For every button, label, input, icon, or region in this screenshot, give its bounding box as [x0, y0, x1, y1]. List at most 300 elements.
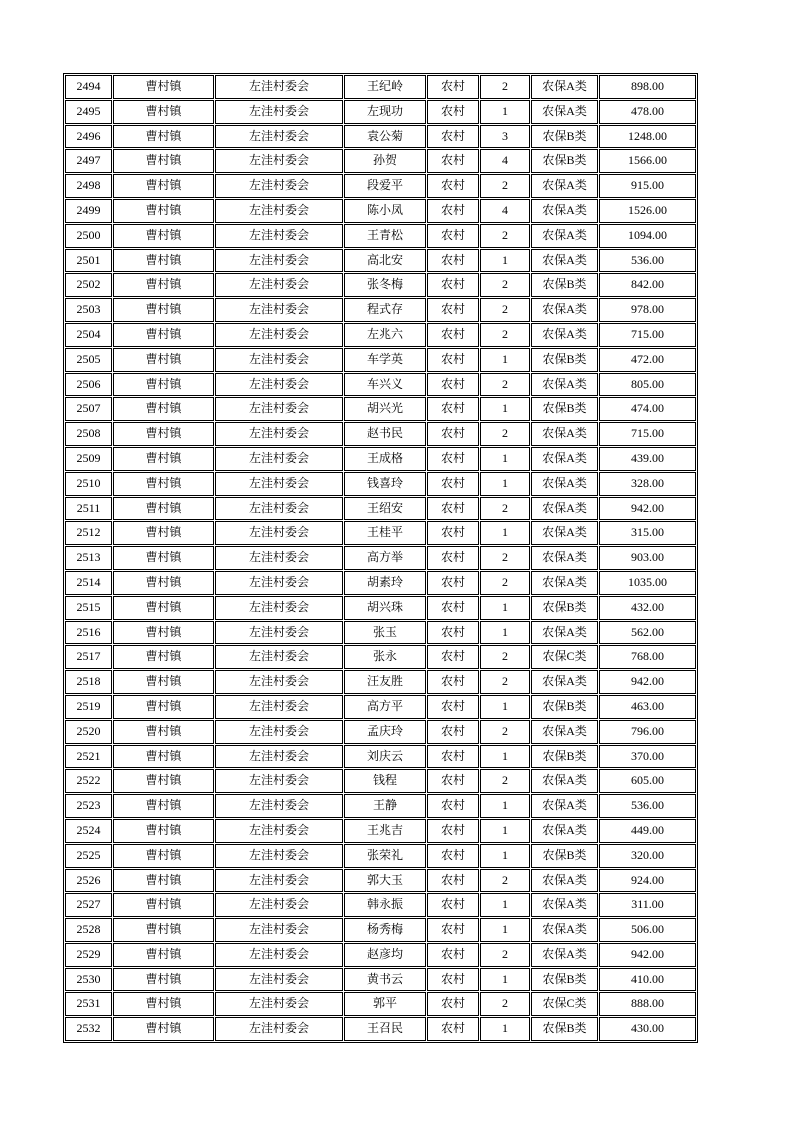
town-cell: 曹村镇	[113, 794, 214, 818]
person-count-cell: 4	[480, 149, 530, 173]
table-row	[65, 745, 696, 769]
person-name-cell: 杨秀梅	[344, 918, 426, 942]
row-number-cell: 2527	[65, 893, 112, 917]
residence-type-cell: 农村	[427, 546, 479, 570]
row-number-cell: 2511	[65, 497, 112, 521]
town-cell: 曹村镇	[113, 968, 214, 992]
residence-type-cell: 农村	[427, 397, 479, 421]
table-row	[65, 298, 696, 322]
village-committee-cell: 左洼村委会	[215, 869, 343, 893]
row-number-cell: 2524	[65, 819, 112, 843]
person-name-cell: 王成格	[344, 447, 426, 471]
row-number-cell: 2505	[65, 348, 112, 372]
village-committee-cell: 左洼村委会	[215, 199, 343, 223]
residence-type-cell: 农村	[427, 869, 479, 893]
amount-cell: 439.00	[599, 447, 696, 471]
village-committee-cell: 左洼村委会	[215, 373, 343, 397]
table-row	[65, 472, 696, 496]
table-row	[65, 1017, 696, 1041]
residence-type-cell: 农村	[427, 943, 479, 967]
person-name-cell: 钱程	[344, 769, 426, 793]
row-number-cell: 2502	[65, 273, 112, 297]
insurance-category-cell: 农保A类	[531, 819, 598, 843]
row-number-cell: 2508	[65, 422, 112, 446]
person-name-cell: 郭大玉	[344, 869, 426, 893]
table-row	[65, 100, 696, 124]
insurance-category-cell: 农保A类	[531, 521, 598, 545]
town-cell: 曹村镇	[113, 497, 214, 521]
residence-type-cell: 农村	[427, 174, 479, 198]
village-committee-cell: 左洼村委会	[215, 596, 343, 620]
person-count-cell: 1	[480, 447, 530, 471]
insurance-category-cell: 农保A类	[531, 869, 598, 893]
person-count-cell: 1	[480, 596, 530, 620]
amount-cell: 1248.00	[599, 125, 696, 149]
amount-cell: 472.00	[599, 348, 696, 372]
residence-type-cell: 农村	[427, 125, 479, 149]
person-count-cell: 2	[480, 571, 530, 595]
person-name-cell: 王兆吉	[344, 819, 426, 843]
residence-type-cell: 农村	[427, 794, 479, 818]
residence-type-cell: 农村	[427, 670, 479, 694]
residence-type-cell: 农村	[427, 323, 479, 347]
person-count-cell: 1	[480, 348, 530, 372]
insurance-category-cell: 农保B类	[531, 125, 598, 149]
village-committee-cell: 左洼村委会	[215, 720, 343, 744]
benefit-roster-table	[63, 73, 698, 1043]
person-count-cell: 1	[480, 844, 530, 868]
village-committee-cell: 左洼村委会	[215, 645, 343, 669]
row-number-cell: 2523	[65, 794, 112, 818]
residence-type-cell: 农村	[427, 348, 479, 372]
residence-type-cell: 农村	[427, 224, 479, 248]
person-count-cell: 4	[480, 199, 530, 223]
residence-type-cell: 农村	[427, 844, 479, 868]
amount-cell: 562.00	[599, 621, 696, 645]
person-count-cell: 2	[480, 75, 530, 99]
row-number-cell: 2509	[65, 447, 112, 471]
village-committee-cell: 左洼村委会	[215, 447, 343, 471]
insurance-category-cell: 农保A类	[531, 422, 598, 446]
person-name-cell: 孙贺	[344, 149, 426, 173]
amount-cell: 478.00	[599, 100, 696, 124]
person-name-cell: 高北安	[344, 249, 426, 273]
insurance-category-cell: 农保A类	[531, 621, 598, 645]
village-committee-cell: 左洼村委会	[215, 794, 343, 818]
insurance-category-cell: 农保B类	[531, 844, 598, 868]
person-name-cell: 王静	[344, 794, 426, 818]
table-body	[65, 75, 696, 1041]
table-row	[65, 397, 696, 421]
village-committee-cell: 左洼村委会	[215, 298, 343, 322]
person-name-cell: 张冬梅	[344, 273, 426, 297]
table-row	[65, 323, 696, 347]
town-cell: 曹村镇	[113, 521, 214, 545]
residence-type-cell: 农村	[427, 447, 479, 471]
residence-type-cell: 农村	[427, 373, 479, 397]
person-count-cell: 2	[480, 670, 530, 694]
amount-cell: 506.00	[599, 918, 696, 942]
insurance-category-cell: 农保A类	[531, 100, 598, 124]
person-name-cell: 郭平	[344, 992, 426, 1016]
town-cell: 曹村镇	[113, 869, 214, 893]
insurance-category-cell: 农保A类	[531, 720, 598, 744]
village-committee-cell: 左洼村委会	[215, 323, 343, 347]
amount-cell: 915.00	[599, 174, 696, 198]
village-committee-cell: 左洼村委会	[215, 249, 343, 273]
person-count-cell: 2	[480, 769, 530, 793]
table-row	[65, 769, 696, 793]
person-count-cell: 2	[480, 373, 530, 397]
person-name-cell: 汪友胜	[344, 670, 426, 694]
town-cell: 曹村镇	[113, 596, 214, 620]
row-number-cell: 2525	[65, 844, 112, 868]
row-number-cell: 2520	[65, 720, 112, 744]
table-row	[65, 695, 696, 719]
residence-type-cell: 农村	[427, 695, 479, 719]
town-cell: 曹村镇	[113, 397, 214, 421]
village-committee-cell: 左洼村委会	[215, 348, 343, 372]
insurance-category-cell: 农保A类	[531, 670, 598, 694]
amount-cell: 370.00	[599, 745, 696, 769]
residence-type-cell: 农村	[427, 596, 479, 620]
town-cell: 曹村镇	[113, 348, 214, 372]
person-count-cell: 2	[480, 298, 530, 322]
row-number-cell: 2515	[65, 596, 112, 620]
amount-cell: 898.00	[599, 75, 696, 99]
table-row	[65, 447, 696, 471]
town-cell: 曹村镇	[113, 745, 214, 769]
town-cell: 曹村镇	[113, 422, 214, 446]
person-count-cell: 1	[480, 397, 530, 421]
table-row	[65, 249, 696, 273]
town-cell: 曹村镇	[113, 273, 214, 297]
insurance-category-cell: 农保C类	[531, 992, 598, 1016]
residence-type-cell: 农村	[427, 100, 479, 124]
insurance-category-cell: 农保A类	[531, 769, 598, 793]
village-committee-cell: 左洼村委会	[215, 819, 343, 843]
residence-type-cell: 农村	[427, 769, 479, 793]
residence-type-cell: 农村	[427, 472, 479, 496]
table-row	[65, 199, 696, 223]
amount-cell: 463.00	[599, 695, 696, 719]
table-row	[65, 224, 696, 248]
person-name-cell: 高方平	[344, 695, 426, 719]
person-count-cell: 1	[480, 249, 530, 273]
person-name-cell: 王绍安	[344, 497, 426, 521]
person-count-cell: 2	[480, 943, 530, 967]
insurance-category-cell: 农保A类	[531, 323, 598, 347]
amount-cell: 311.00	[599, 893, 696, 917]
town-cell: 曹村镇	[113, 75, 214, 99]
person-name-cell: 左兆六	[344, 323, 426, 347]
amount-cell: 410.00	[599, 968, 696, 992]
table-row	[65, 422, 696, 446]
person-name-cell: 刘庆云	[344, 745, 426, 769]
residence-type-cell: 农村	[427, 422, 479, 446]
person-count-cell: 2	[480, 174, 530, 198]
person-name-cell: 胡素玲	[344, 571, 426, 595]
table-row	[65, 992, 696, 1016]
village-committee-cell: 左洼村委会	[215, 670, 343, 694]
table-row	[65, 348, 696, 372]
table-row	[65, 125, 696, 149]
person-count-cell: 1	[480, 1017, 530, 1041]
insurance-category-cell: 农保A类	[531, 943, 598, 967]
residence-type-cell: 农村	[427, 992, 479, 1016]
row-number-cell: 2512	[65, 521, 112, 545]
table-row	[65, 596, 696, 620]
residence-type-cell: 农村	[427, 273, 479, 297]
village-committee-cell: 左洼村委会	[215, 745, 343, 769]
village-committee-cell: 左洼村委会	[215, 893, 343, 917]
town-cell: 曹村镇	[113, 670, 214, 694]
amount-cell: 842.00	[599, 273, 696, 297]
residence-type-cell: 农村	[427, 298, 479, 322]
village-committee-cell: 左洼村委会	[215, 497, 343, 521]
person-count-cell: 1	[480, 521, 530, 545]
village-committee-cell: 左洼村委会	[215, 224, 343, 248]
amount-cell: 605.00	[599, 769, 696, 793]
town-cell: 曹村镇	[113, 298, 214, 322]
town-cell: 曹村镇	[113, 323, 214, 347]
row-number-cell: 2496	[65, 125, 112, 149]
town-cell: 曹村镇	[113, 224, 214, 248]
insurance-category-cell: 农保A类	[531, 224, 598, 248]
table-row	[65, 869, 696, 893]
person-name-cell: 王桂平	[344, 521, 426, 545]
person-count-cell: 1	[480, 819, 530, 843]
amount-cell: 449.00	[599, 819, 696, 843]
amount-cell: 1566.00	[599, 149, 696, 173]
insurance-category-cell: 农保B类	[531, 968, 598, 992]
residence-type-cell: 农村	[427, 893, 479, 917]
row-number-cell: 2499	[65, 199, 112, 223]
village-committee-cell: 左洼村委会	[215, 621, 343, 645]
amount-cell: 715.00	[599, 323, 696, 347]
person-name-cell: 胡兴光	[344, 397, 426, 421]
person-name-cell: 钱喜玲	[344, 472, 426, 496]
village-committee-cell: 左洼村委会	[215, 571, 343, 595]
table-row	[65, 373, 696, 397]
person-count-cell: 2	[480, 224, 530, 248]
row-number-cell: 2510	[65, 472, 112, 496]
amount-cell: 768.00	[599, 645, 696, 669]
insurance-category-cell: 农保A类	[531, 497, 598, 521]
person-count-cell: 1	[480, 893, 530, 917]
person-count-cell: 2	[480, 645, 530, 669]
person-count-cell: 3	[480, 125, 530, 149]
insurance-category-cell: 农保A类	[531, 373, 598, 397]
person-name-cell: 袁公菊	[344, 125, 426, 149]
table-row	[65, 943, 696, 967]
town-cell: 曹村镇	[113, 100, 214, 124]
person-count-cell: 2	[480, 497, 530, 521]
insurance-category-cell: 农保A类	[531, 546, 598, 570]
insurance-category-cell: 农保A类	[531, 298, 598, 322]
table-row	[65, 571, 696, 595]
village-committee-cell: 左洼村委会	[215, 943, 343, 967]
town-cell: 曹村镇	[113, 769, 214, 793]
person-name-cell: 王青松	[344, 224, 426, 248]
village-committee-cell: 左洼村委会	[215, 149, 343, 173]
row-number-cell: 2494	[65, 75, 112, 99]
row-number-cell: 2526	[65, 869, 112, 893]
village-committee-cell: 左洼村委会	[215, 273, 343, 297]
town-cell: 曹村镇	[113, 149, 214, 173]
amount-cell: 430.00	[599, 1017, 696, 1041]
person-count-cell: 1	[480, 100, 530, 124]
table-row	[65, 794, 696, 818]
row-number-cell: 2498	[65, 174, 112, 198]
person-name-cell: 张玉	[344, 621, 426, 645]
town-cell: 曹村镇	[113, 447, 214, 471]
row-number-cell: 2497	[65, 149, 112, 173]
insurance-category-cell: 农保C类	[531, 645, 598, 669]
amount-cell: 536.00	[599, 249, 696, 273]
village-committee-cell: 左洼村委会	[215, 100, 343, 124]
table-row	[65, 720, 696, 744]
row-number-cell: 2519	[65, 695, 112, 719]
person-count-cell: 2	[480, 992, 530, 1016]
row-number-cell: 2503	[65, 298, 112, 322]
town-cell: 曹村镇	[113, 571, 214, 595]
table-row	[65, 149, 696, 173]
amount-cell: 328.00	[599, 472, 696, 496]
insurance-category-cell: 农保B类	[531, 745, 598, 769]
village-committee-cell: 左洼村委会	[215, 968, 343, 992]
person-count-cell: 1	[480, 621, 530, 645]
amount-cell: 888.00	[599, 992, 696, 1016]
person-name-cell: 陈小凤	[344, 199, 426, 223]
person-count-cell: 2	[480, 869, 530, 893]
insurance-category-cell: 农保A类	[531, 472, 598, 496]
amount-cell: 320.00	[599, 844, 696, 868]
amount-cell: 715.00	[599, 422, 696, 446]
insurance-category-cell: 农保A类	[531, 918, 598, 942]
amount-cell: 796.00	[599, 720, 696, 744]
amount-cell: 432.00	[599, 596, 696, 620]
table-row	[65, 521, 696, 545]
row-number-cell: 2495	[65, 100, 112, 124]
residence-type-cell: 农村	[427, 497, 479, 521]
row-number-cell: 2513	[65, 546, 112, 570]
residence-type-cell: 农村	[427, 819, 479, 843]
town-cell: 曹村镇	[113, 125, 214, 149]
amount-cell: 1526.00	[599, 199, 696, 223]
town-cell: 曹村镇	[113, 918, 214, 942]
amount-cell: 903.00	[599, 546, 696, 570]
town-cell: 曹村镇	[113, 943, 214, 967]
insurance-category-cell: 农保A类	[531, 249, 598, 273]
person-name-cell: 张永	[344, 645, 426, 669]
amount-cell: 942.00	[599, 943, 696, 967]
amount-cell: 474.00	[599, 397, 696, 421]
insurance-category-cell: 农保B类	[531, 149, 598, 173]
town-cell: 曹村镇	[113, 645, 214, 669]
person-count-cell: 1	[480, 695, 530, 719]
person-count-cell: 2	[480, 323, 530, 347]
row-number-cell: 2531	[65, 992, 112, 1016]
amount-cell: 536.00	[599, 794, 696, 818]
town-cell: 曹村镇	[113, 695, 214, 719]
row-number-cell: 2507	[65, 397, 112, 421]
town-cell: 曹村镇	[113, 621, 214, 645]
row-number-cell: 2504	[65, 323, 112, 347]
village-committee-cell: 左洼村委会	[215, 521, 343, 545]
person-name-cell: 车学英	[344, 348, 426, 372]
person-name-cell: 高方举	[344, 546, 426, 570]
row-number-cell: 2522	[65, 769, 112, 793]
row-number-cell: 2501	[65, 249, 112, 273]
table-row	[65, 844, 696, 868]
row-number-cell: 2506	[65, 373, 112, 397]
table-row	[65, 546, 696, 570]
person-count-cell: 1	[480, 472, 530, 496]
village-committee-cell: 左洼村委会	[215, 397, 343, 421]
person-count-cell: 2	[480, 273, 530, 297]
amount-cell: 942.00	[599, 497, 696, 521]
residence-type-cell: 农村	[427, 75, 479, 99]
residence-type-cell: 农村	[427, 571, 479, 595]
amount-cell: 805.00	[599, 373, 696, 397]
person-name-cell: 段爱平	[344, 174, 426, 198]
person-count-cell: 2	[480, 546, 530, 570]
person-name-cell: 车兴义	[344, 373, 426, 397]
person-name-cell: 赵书民	[344, 422, 426, 446]
row-number-cell: 2521	[65, 745, 112, 769]
amount-cell: 1094.00	[599, 224, 696, 248]
village-committee-cell: 左洼村委会	[215, 174, 343, 198]
insurance-category-cell: 农保B类	[531, 695, 598, 719]
row-number-cell: 2518	[65, 670, 112, 694]
person-name-cell: 韩永振	[344, 893, 426, 917]
residence-type-cell: 农村	[427, 720, 479, 744]
row-number-cell: 2514	[65, 571, 112, 595]
person-count-cell: 1	[480, 918, 530, 942]
person-name-cell: 程式存	[344, 298, 426, 322]
row-number-cell: 2529	[65, 943, 112, 967]
person-count-cell: 2	[480, 422, 530, 446]
residence-type-cell: 农村	[427, 745, 479, 769]
village-committee-cell: 左洼村委会	[215, 769, 343, 793]
person-count-cell: 1	[480, 968, 530, 992]
village-committee-cell: 左洼村委会	[215, 918, 343, 942]
residence-type-cell: 农村	[427, 149, 479, 173]
residence-type-cell: 农村	[427, 199, 479, 223]
table-row	[65, 497, 696, 521]
residence-type-cell: 农村	[427, 645, 479, 669]
row-number-cell: 2532	[65, 1017, 112, 1041]
row-number-cell: 2517	[65, 645, 112, 669]
village-committee-cell: 左洼村委会	[215, 695, 343, 719]
insurance-category-cell: 农保B类	[531, 1017, 598, 1041]
insurance-category-cell: 农保B类	[531, 273, 598, 297]
town-cell: 曹村镇	[113, 174, 214, 198]
table-row	[65, 75, 696, 99]
table-row	[65, 174, 696, 198]
insurance-category-cell: 农保B类	[531, 348, 598, 372]
village-committee-cell: 左洼村委会	[215, 75, 343, 99]
amount-cell: 924.00	[599, 869, 696, 893]
amount-cell: 942.00	[599, 670, 696, 694]
table-row	[65, 819, 696, 843]
insurance-category-cell: 农保A类	[531, 571, 598, 595]
village-committee-cell: 左洼村委会	[215, 125, 343, 149]
village-committee-cell: 左洼村委会	[215, 1017, 343, 1041]
town-cell: 曹村镇	[113, 819, 214, 843]
town-cell: 曹村镇	[113, 893, 214, 917]
